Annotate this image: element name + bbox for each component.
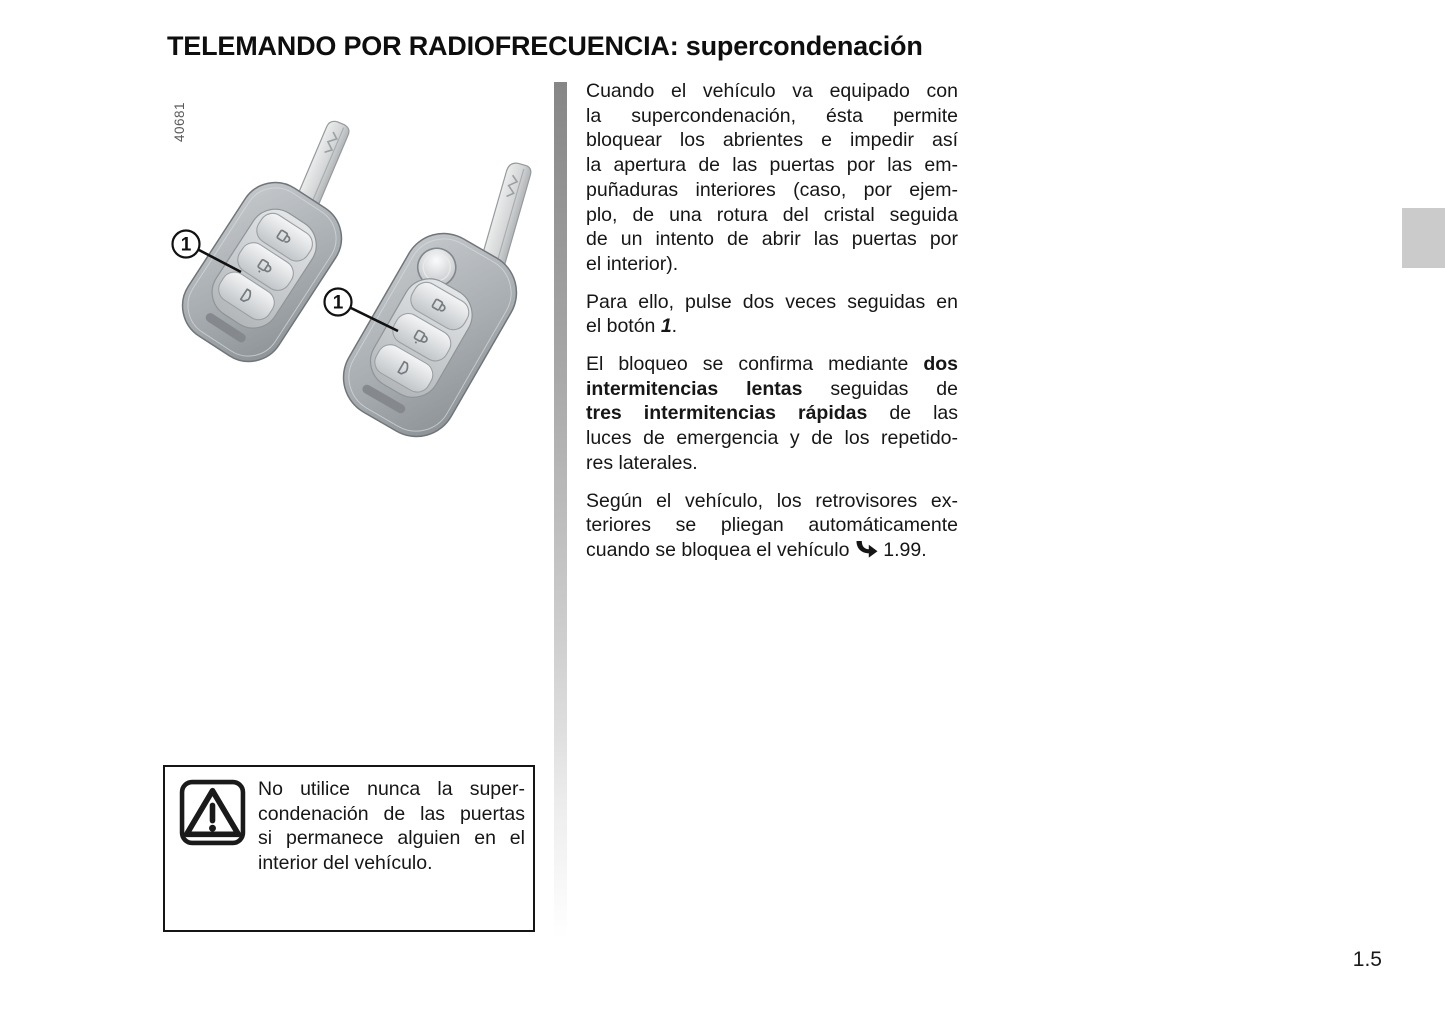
- text-line: El bloqueo se confirma mediante dos: [586, 353, 958, 376]
- paragraph: [586, 489, 958, 563]
- paragraph: [586, 290, 958, 339]
- key-blade: [296, 119, 351, 207]
- text-line: tres intermitencias rápidas de las: [586, 402, 959, 425]
- key-blade: [481, 161, 533, 269]
- callout-1-right-label: 1: [332, 292, 344, 314]
- text-line: de un intento de abrir las puertas por: [586, 228, 958, 251]
- text-line: Según el vehículo, los retrovisores ex-: [586, 489, 958, 512]
- text-line: la supercondenación, ésta permite: [586, 104, 958, 127]
- text-line: No utilice nunca la super-: [258, 778, 525, 800]
- page-number: 1.5: [1352, 948, 1382, 971]
- chapter-tab: [1402, 208, 1445, 268]
- text-line: luces de emergencia y de los repetido-: [586, 427, 958, 450]
- text-line: cuando se bloquea el vehículo 1.99.: [586, 538, 927, 561]
- text-line: condenación de las puertas: [258, 802, 525, 825]
- key-fobs-illustration: [160, 80, 560, 460]
- text-line: interior del vehículo.: [258, 851, 433, 874]
- paragraph: [586, 352, 958, 476]
- text-line: Cuando el vehículo va equipado con: [586, 80, 958, 102]
- paragraph: [586, 79, 958, 277]
- text-line: res laterales.: [586, 451, 698, 474]
- text-line: Para ello, pulse dos veces seguidas en: [586, 290, 958, 313]
- text-line: bloquear los abrientes e impedir así: [586, 129, 958, 152]
- warning-text: [258, 777, 525, 875]
- text-line: puñaduras interiores (caso, por ejem-: [586, 178, 958, 201]
- reference-arrow-icon: [855, 541, 878, 558]
- text-line: el interior).: [586, 252, 679, 275]
- text-line: si permanece alguien en el: [258, 827, 525, 850]
- text-line: plo, de una rotura del cristal seguida: [586, 203, 958, 226]
- section-divider-bar: [554, 82, 567, 938]
- figure-ref-number: 40681: [172, 101, 187, 142]
- main-text-column: [586, 79, 958, 576]
- text-line: el botón 1.: [586, 315, 678, 338]
- text-line: la apertura de las puertas por las em-: [586, 154, 958, 177]
- key-fob-flip: [329, 135, 560, 451]
- warning-icon: [179, 779, 246, 846]
- page-title: TELEMANDO POR RADIOFRECUENCIA: supercondenación: [167, 31, 923, 61]
- text-line: teriores se pliegan automáticamente: [586, 514, 958, 537]
- callout-1-left-label: 1: [180, 234, 192, 256]
- warning-box: [163, 765, 535, 932]
- text-line: intermitencias lentas seguidas de: [586, 377, 958, 400]
